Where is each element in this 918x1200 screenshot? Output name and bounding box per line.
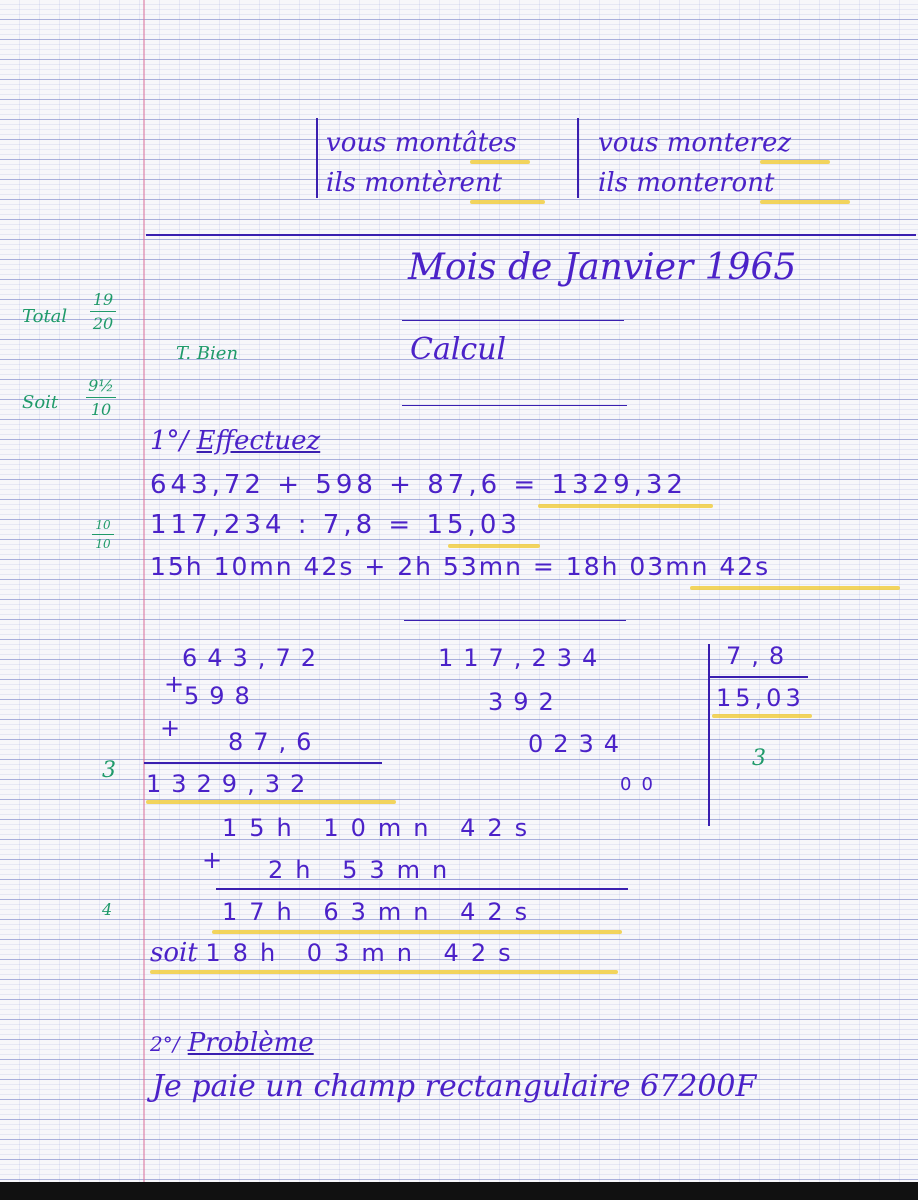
exercise1-line3: [150, 554, 770, 579]
conjugation-divider-left: [316, 118, 318, 198]
calc-divider: [404, 620, 626, 621]
line1-lhs: 643,72 + 598 + 87,6 =: [150, 470, 552, 500]
division-vertical-bar: [708, 644, 710, 826]
line2-lhs: 117,234 : 7,8 =: [150, 510, 427, 540]
line1-result: 1329,32: [551, 470, 687, 500]
addition-rule: [144, 762, 382, 764]
exercise1-heading: [150, 428, 320, 454]
addition-row3: 87,6: [228, 728, 322, 756]
scan-bottom-border: [0, 1182, 918, 1200]
line3-lhs: 15h 10mn 42s + 2h 53mn =: [150, 552, 566, 581]
page-title: Mois de Janvier 1965: [408, 247, 797, 288]
exercise1-fraction-bar: [92, 534, 114, 535]
exercise1-denominator: 10: [95, 537, 111, 551]
time-row2: 2h 53mn: [268, 856, 460, 884]
highlight-addition-result: [146, 800, 396, 804]
teacher-comment: T. Bien: [176, 343, 239, 364]
total-denominator: 20: [92, 314, 114, 333]
division-mark: 3: [752, 746, 766, 771]
highlight-time-result: [212, 930, 622, 934]
soit-fraction-bar: [86, 397, 116, 398]
subject-title: Calcul: [410, 332, 507, 367]
highlight-time-final: [150, 970, 618, 974]
title-rule: [402, 320, 624, 321]
margin-line: [143, 0, 145, 1200]
conjugation-col2-line2: ils monteront: [598, 168, 775, 198]
highlight-quotient: [712, 714, 812, 718]
exercise2-word: Problème: [187, 1028, 314, 1058]
line3-result: 18h 03mn 42s: [565, 552, 771, 581]
conjugation-col2-line1: vous monterez: [598, 128, 792, 158]
exercise1-word: Effectuez: [196, 426, 321, 456]
addition-row2: 598: [184, 682, 260, 710]
total-label: Total: [22, 306, 68, 327]
time-plus: +: [202, 846, 233, 874]
conjugation-col1-line2: ils montèrent: [326, 168, 503, 198]
division-row2: 392: [488, 688, 564, 716]
addition-plus2: +: [160, 714, 191, 742]
division-divisor-rule: [708, 676, 808, 678]
division-quotient: 15,03: [716, 684, 805, 712]
exercise1-line2: [150, 512, 521, 538]
soit-label: Soit: [22, 392, 59, 413]
total-numerator: 19: [92, 290, 114, 309]
time-soit-label: soit: [150, 938, 198, 968]
highlight-montates: [470, 160, 530, 164]
exercise2-number: 2°/: [150, 1032, 180, 1056]
exercise2-text: Je paie un champ rectangulaire 67200F: [152, 1069, 757, 1104]
conjugation-col1-line1: vous montâtes: [326, 128, 517, 158]
time-result: 17h 63mn 42s: [222, 898, 540, 926]
soit-numerator: 9½: [88, 376, 114, 395]
division-dividend: 117,234: [438, 644, 608, 672]
highlight-line1-result: [538, 504, 713, 508]
exercise2-heading: [150, 1030, 314, 1056]
exercise1-line1: [150, 472, 687, 498]
highlight-line3-result: [690, 586, 900, 590]
addition-mark: 3: [102, 758, 116, 783]
time-mark: 4: [102, 900, 113, 919]
soit-fraction: [86, 376, 116, 419]
addition-result: 1329,32: [146, 770, 316, 798]
division-divisor: 7,8: [726, 642, 795, 670]
exercise1-number: 1°/: [150, 426, 189, 456]
highlight-monterez: [760, 160, 830, 164]
soit-denominator: 10: [90, 400, 112, 419]
total-fraction: [90, 290, 116, 333]
addition-plus1: +: [164, 670, 195, 698]
conjugation-divider-middle: [577, 118, 579, 198]
highlight-monterent: [470, 200, 545, 204]
division-row3: 0234: [528, 730, 630, 758]
time-rule: [216, 888, 628, 890]
exercise1-numerator: 10: [95, 518, 111, 532]
time-final: [150, 940, 523, 966]
section-divider: [146, 234, 916, 236]
total-fraction-bar: [90, 311, 116, 312]
addition-row1: 643,72: [182, 644, 326, 672]
time-final-value: 18h 03mn 42s: [205, 939, 523, 967]
highlight-line2-result: [448, 544, 540, 548]
highlight-monteront: [760, 200, 850, 204]
time-row1: 15h 10mn 42s: [222, 814, 540, 842]
subject-rule: [402, 405, 627, 406]
line2-result: 15,03: [426, 510, 521, 540]
exercise1-fraction: [92, 518, 114, 551]
division-row4: 00: [620, 774, 663, 795]
